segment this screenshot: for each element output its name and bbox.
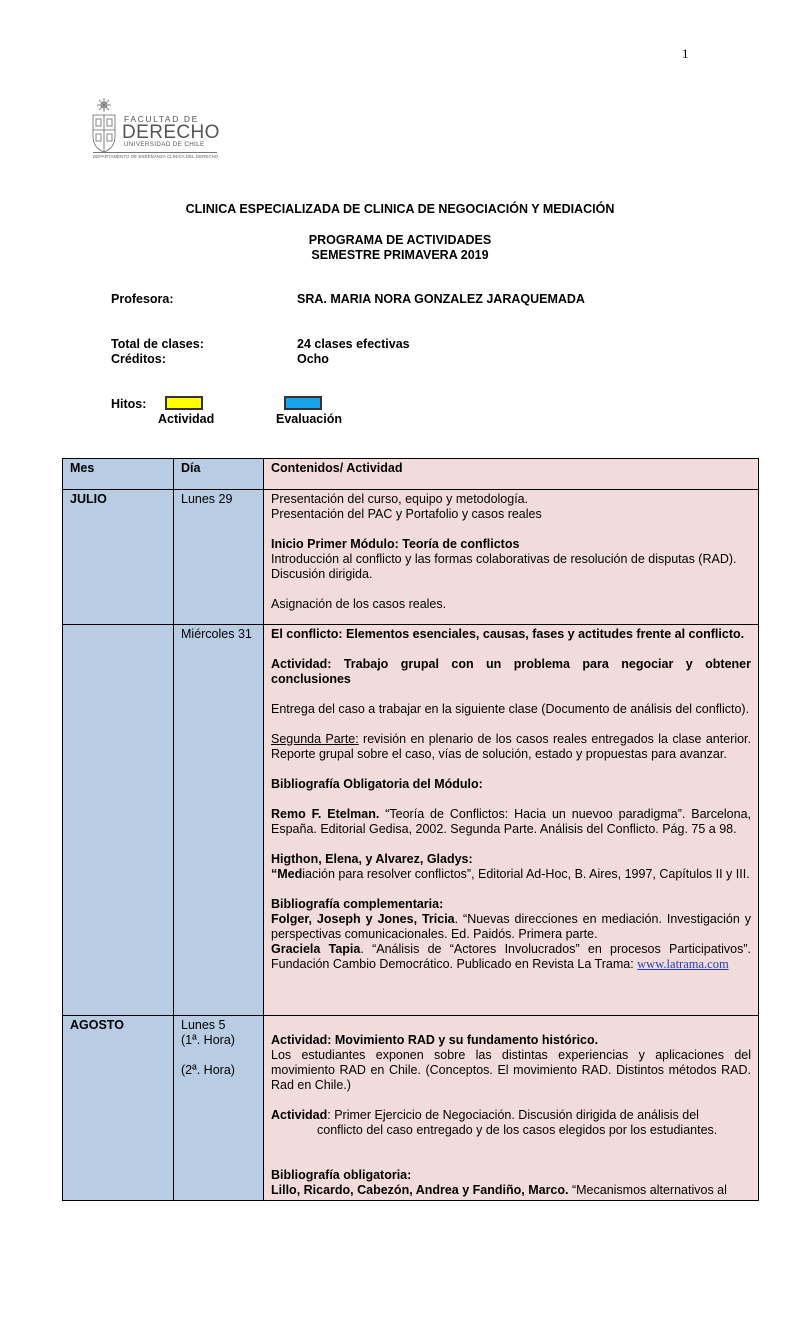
logo-line-universidad: UNIVERSIDAD DE CHILE [124,141,205,148]
content-underlined: Segunda Parte: [271,732,359,746]
row-dia: Lunes 29 [174,490,264,625]
content-heading: Actividad: Movimiento RAD y su fundamento histórico. [271,1033,599,1047]
content-line: Entrega del caso a trabajar en la siguiente clase (Documento de análisis del conflicto). [271,702,750,716]
content-line: Presentación del curso, equipo y metodología. [271,492,529,506]
hito-actividad-swatch [165,396,203,410]
latrama-link[interactable]: www.latrama.com [637,957,729,971]
content-line: conflicto del caso entregado y de los casos elegidos por los estudiantes. [317,1123,718,1137]
profesora-label: Profesora: [111,292,174,306]
table-row [63,490,759,625]
total-clases-value: 24 clases efectivas [297,337,410,351]
content-heading: Higthon, Elena, y Alvarez, Gladys: [271,852,473,866]
content-line: Actividad: Primer Ejercicio de Negociación. Discusión dirigida de análisis del [271,1108,699,1122]
profesora-value: SRA. MARIA NORA GONZALEZ JARAQUEMADA [297,292,585,306]
header-dia: Día [174,459,264,490]
header-contenidos: Contenidos/ Actividad [264,459,759,490]
row-mes: JULIO [63,490,174,625]
logo-line-derecho: DERECHO [122,122,220,143]
creditos-value: Ocho [297,352,329,366]
hito-evaluacion-swatch [284,396,322,410]
total-clases-label: Total de clases: [111,337,204,351]
content-line: Introducción al conflicto y las formas colaborativas de resolución de disputas (RAD). Discusión dirigida. [271,552,737,581]
document-subtitle-semester: SEMESTRE PRIMAVERA 2019 [311,248,489,262]
content-line: Graciela Tapia. “Análisis de “Actores Involucrados” en procesos Participativos”. Fundación Cambio Democrático. Publicado en Revista La Trama: www.latrama.com [271,942,752,971]
activities-table [62,458,759,1201]
content-heading: Actividad: Trabajo grupal con un problema para negociar y obtener conclusiones [271,657,751,686]
logo-line-facultad: FACULTAD DE [124,114,199,124]
hito-actividad-label: Actividad [158,412,215,426]
page-number: 1 [682,46,689,61]
hitos-label: Hitos: [111,397,147,411]
content-line: “Mediación para resolver conflictos”, Editorial Ad-Hoc, B. Aires, 1997, Capítulos II y III. [271,867,750,881]
row-mes: AGOSTO [63,1016,174,1201]
row-dia: Miércoles 31 [174,625,264,1016]
document-subtitle-program: PROGRAMA DE ACTIVIDADES [308,233,492,247]
row-contenidos [264,490,759,625]
table-header-row [63,459,759,490]
content-line: Presentación del PAC y Portafolio y casos reales [271,507,542,521]
content-heading: Bibliografía complementaria: [271,897,444,911]
logo-line-departamento: DEPARTAMENTO DE ENSEÑANZA CLÍNICA DEL DERECHO [93,154,219,159]
content-heading: Bibliografía Obligatoria del Módulo: [271,777,483,791]
row-contenidos [264,625,759,1016]
header-mes: Mes [63,459,174,490]
row-contenidos [264,1016,759,1201]
document-title: CLINICA ESPECIALIZADA DE CLINICA DE NEGOCIACIÓN Y MEDIACIÓN [185,202,615,216]
hito-evaluacion-label: Evaluación [276,412,342,426]
creditos-label: Créditos: [111,352,166,366]
row-dia: Lunes 5 (1ª. Hora) (2ª. Hora) [174,1016,264,1201]
content-heading: El conflicto: Elementos esenciales, causas, fases y actitudes frente al conflicto. [271,627,745,641]
faculty-logo [91,98,221,160]
row-mes [63,625,174,1016]
content-line: Lillo, Ricardo, Cabezón, Andrea y Fandiño, Marco. “Mecanismos alternativos al [271,1183,727,1197]
content-line: Segunda Parte: revisión en plenario de los casos reales entregados la clase anterior. Reporte grupal sobre el caso, vías de solución, estado y propuestas para avanzar. [271,732,751,761]
content-line: Asignación de los casos reales. [271,597,447,611]
content-heading: Inicio Primer Módulo: Teoría de conflictos [271,537,520,551]
content-line: Los estudiantes exponen sobre las distintas experiencias y aplicaciones del movimiento RAD en Chile. (Conceptos. El movimiento RAD. Distintos métodos RAD. Rad en Chile.) [271,1048,751,1092]
table-row [63,1016,759,1201]
content-heading: Bibliografía obligatoria: [271,1168,412,1182]
table-row [63,625,759,1016]
content-line: Folger, Joseph y Jones, Tricia. “Nuevas direcciones en mediación. Investigación y perspectivas comunicacionales. Ed. Paidós. Primera parte. [271,912,751,941]
content-line: Remo F. Etelman. “Teoría de Conflictos: Hacia un nuevoo paradigma”. Barcelona, España. Editorial Gedisa, 2002. Segunda Parte. Análisis del Conflicto. Pág. 75 a 98. [271,807,751,836]
university-crest-icon [91,98,117,156]
